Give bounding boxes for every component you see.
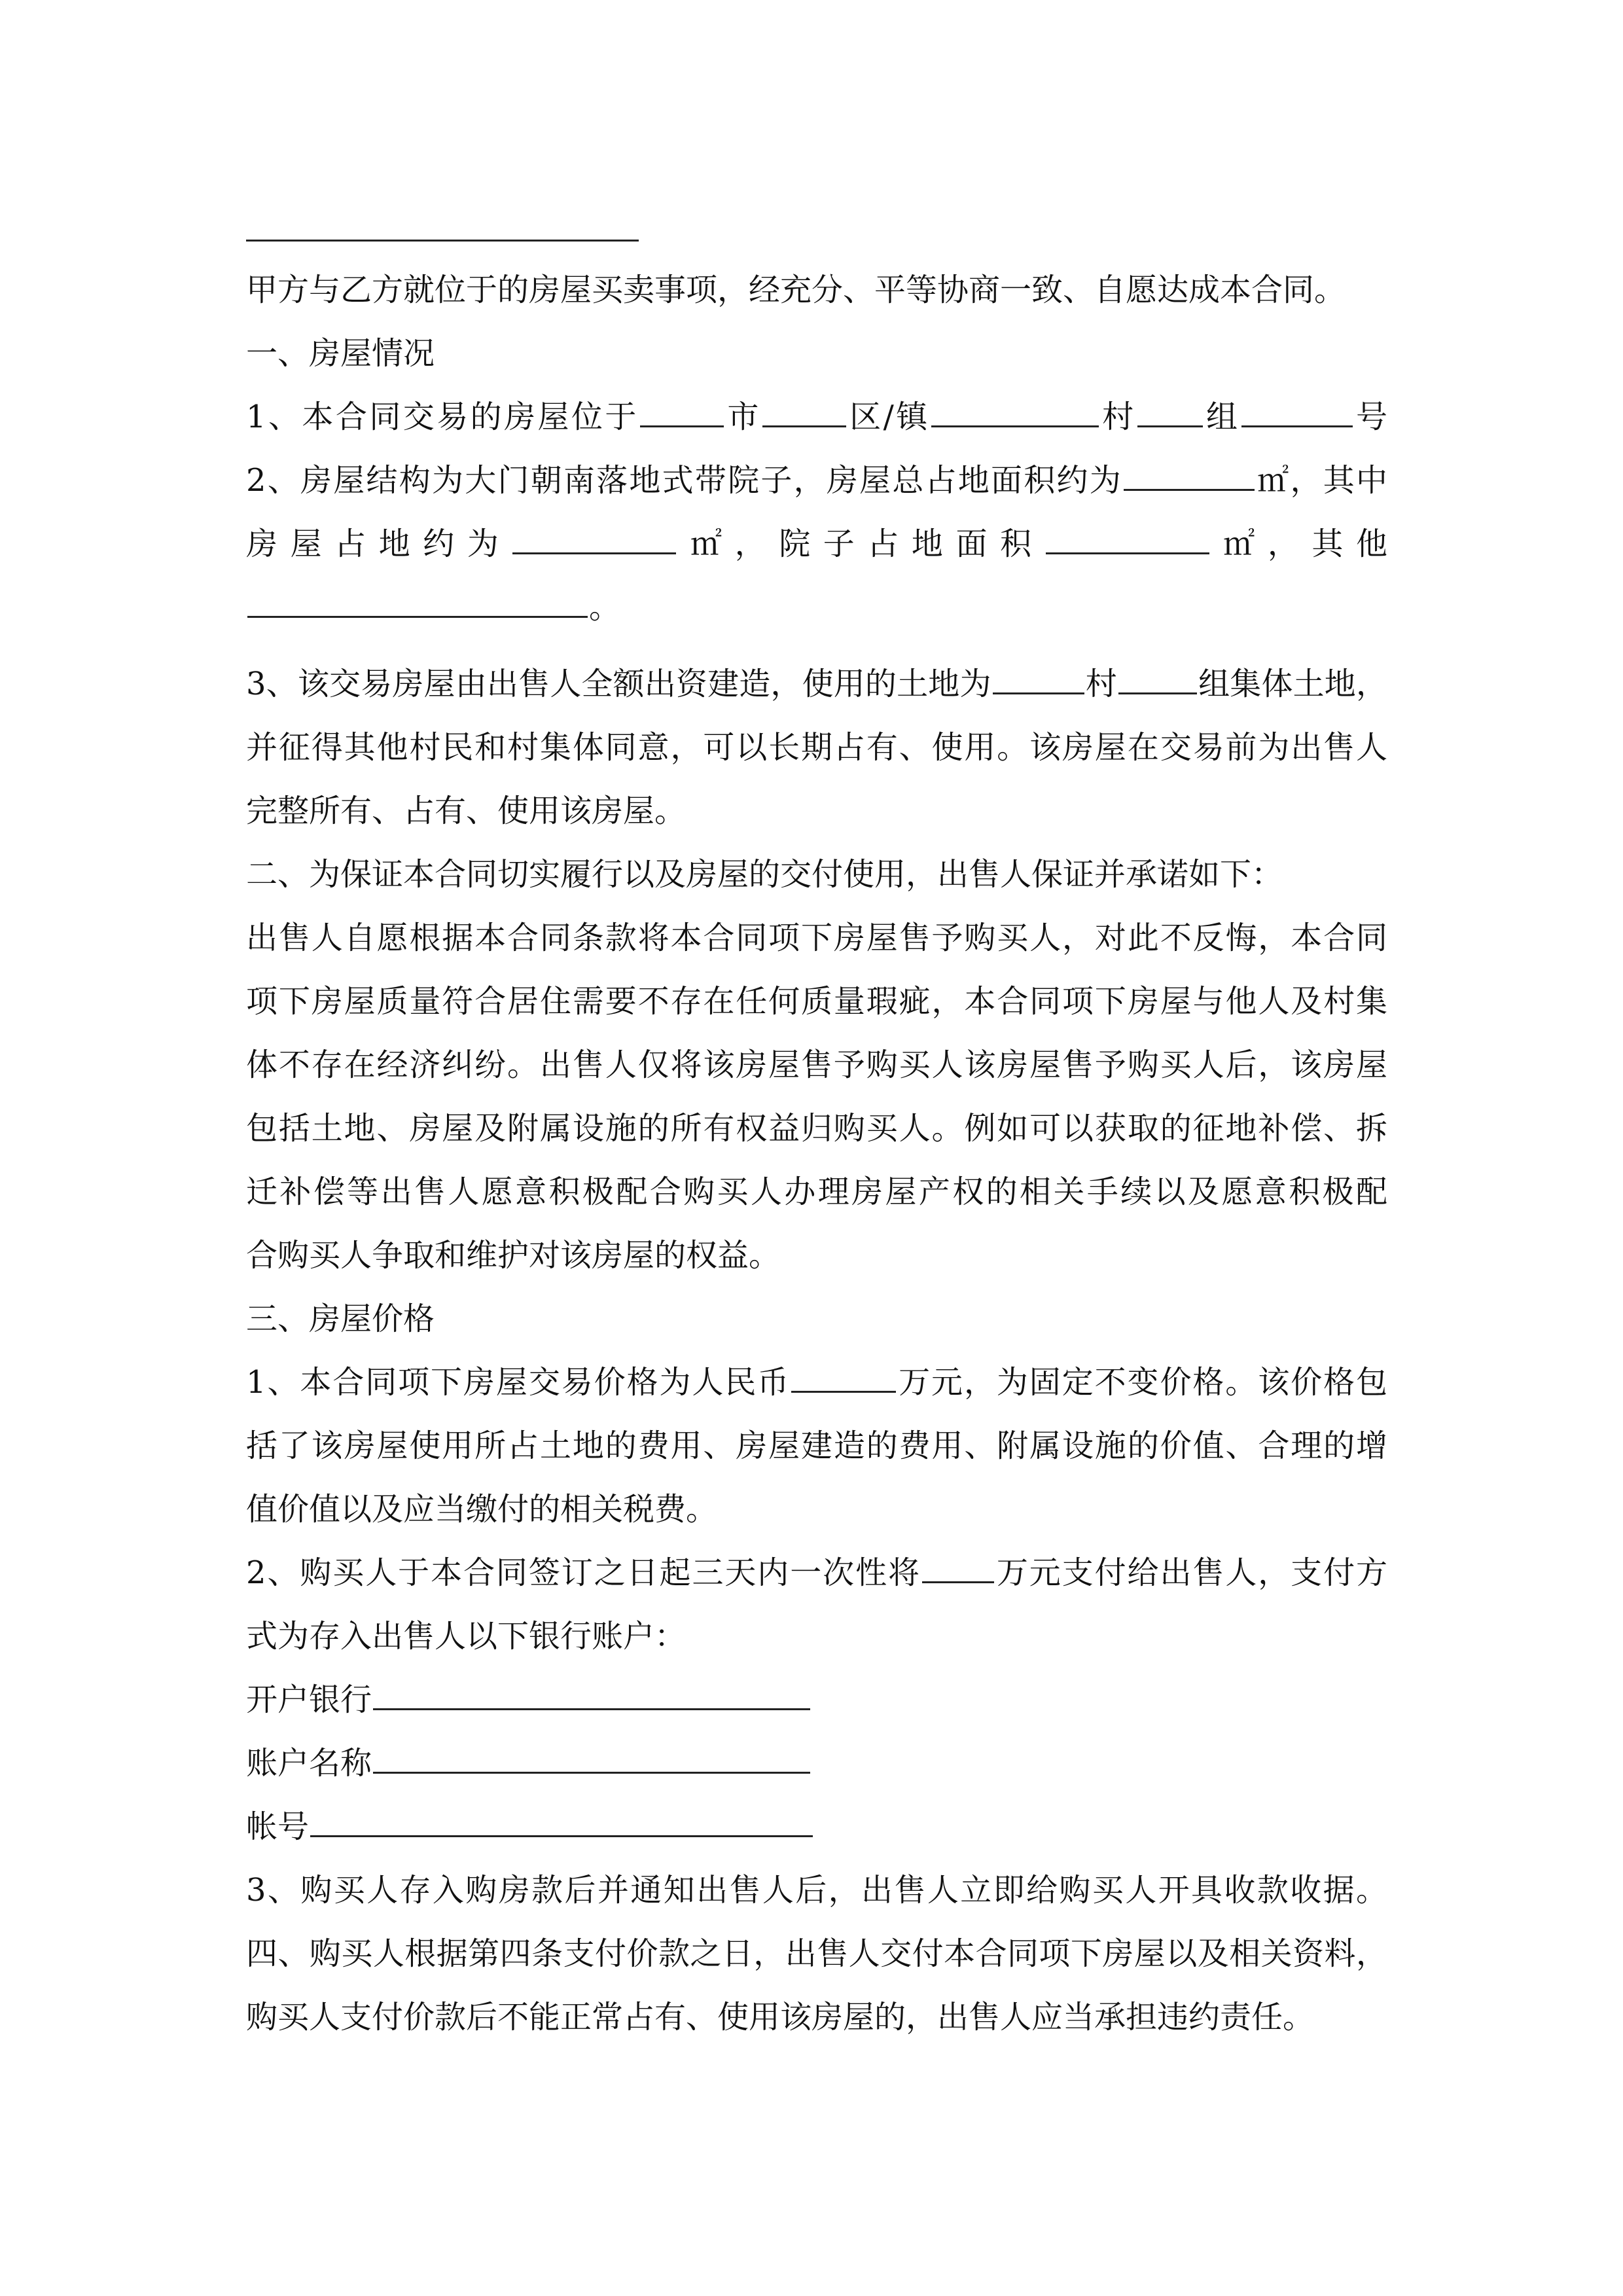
account-number-line: 帐号 (246, 1795, 814, 1858)
bank-line: 开户银行 (246, 1668, 812, 1731)
section-3-heading: 三、房屋价格 (246, 1300, 435, 1337)
price-line-3: 值价值以及应当缴付的相关税费。 (246, 1491, 718, 1528)
village-blank[interactable] (931, 390, 1099, 427)
yard-area-blank[interactable] (1046, 517, 1209, 554)
account-number-blank[interactable] (310, 1800, 813, 1837)
account-name-line: 账户名称 (246, 1732, 812, 1795)
section-1-heading: 一、房屋情况 (246, 335, 435, 372)
payment-line-1: 2、购买人于本合同签订之日起三天内一次性将 万元支付给出售人，支付方 (246, 1541, 1387, 1604)
house-structure-line-1: 2、房屋结构为大门朝南落地式带院子，房屋总占地面积约为 ㎡，其中 (246, 449, 1387, 512)
payment-line-2: 式为存入出售人以下银行账户： (246, 1618, 687, 1655)
bank-blank[interactable] (373, 1673, 810, 1710)
account-name-blank[interactable] (373, 1736, 810, 1774)
guarantee-line-5: 迁补偿等出售人愿意积极配合购买人办理房屋产权的相关手续以及愿意积极配 (246, 1174, 1387, 1210)
other-blank[interactable] (247, 581, 588, 618)
delivery-line-1: 四、购买人根据第四条支付价款之日，出售人交付本合同项下房屋以及相关资料， (246, 1935, 1387, 1972)
house-location-line: 1、本合同交易的房屋位于 市 区/镇 村 组 号 (246, 386, 1387, 448)
district-blank[interactable] (762, 390, 846, 427)
price-blank[interactable] (791, 1355, 896, 1393)
guarantee-line-6: 合购买人争取和维护对该房屋的权益。 (246, 1237, 781, 1274)
house-structure-line-2: 房屋占地约为 ㎡，院子占地面积 ㎡，其他 (246, 512, 1387, 575)
group-blank[interactable] (1137, 390, 1203, 427)
land-use-line-3: 完整所有、占有、使用该房屋。 (246, 793, 687, 829)
number-blank[interactable] (1241, 390, 1353, 427)
header-rule (246, 240, 639, 242)
land-use-line-2: 并征得其他村民和村集体同意，可以长期占有、使用。该房屋在交易前为出售人 (246, 729, 1387, 766)
guarantee-line-4: 包括土地、房屋及附属设施的所有权益归购买人。例如可以获取的征地补偿、拆 (246, 1110, 1387, 1147)
price-line-1: 1、本合同项下房屋交易价格为人民币 万元，为固定不变价格。该价格包 (246, 1351, 1387, 1414)
house-structure-line-3: 。 (246, 576, 620, 639)
land-group-blank[interactable] (1118, 657, 1197, 694)
payment-amount-blank[interactable] (922, 1546, 994, 1583)
house-area-blank[interactable] (512, 517, 676, 554)
guarantee-line-1: 出售人自愿根据本合同条款将本合同项下房屋售予购买人，对此不反悔，本合同 (246, 920, 1387, 956)
guarantee-line-3: 体不存在经济纠纷。出售人仅将该房屋售予购买人该房屋售予购买人后，该房屋 (246, 1047, 1387, 1083)
total-area-blank[interactable] (1124, 454, 1255, 491)
land-use-line-1: 3、该交易房屋由出售人全额出资建造，使用的土地为 村 组集体土地， (246, 653, 1387, 715)
city-blank[interactable] (640, 390, 724, 427)
land-village-blank[interactable] (993, 657, 1084, 694)
intro-paragraph: 甲方与乙方就位于的房屋买卖事项，经充分、平等协商一致、自愿达成本合同。 (246, 272, 1346, 308)
delivery-line-2: 购买人支付价款后不能正常占有、使用该房屋的，出售人应当承担违约责任。 (246, 1999, 1315, 2036)
guarantee-line-2: 项下房屋质量符合居住需要不存在任何质量瑕疵，本合同项下房屋与他人及村集 (246, 983, 1387, 1020)
section-2-heading: 二、为保证本合同切实履行以及房屋的交付使用，出售人保证并承诺如下： (246, 856, 1283, 893)
receipt-line: 3、购买人存入购房款后并通知出售人后，出售人立即给购买人开具收款收据。 (246, 1872, 1387, 1909)
price-line-2: 括了该房屋使用所占土地的费用、房屋建造的费用、附属设施的价值、合理的增 (246, 1427, 1387, 1464)
